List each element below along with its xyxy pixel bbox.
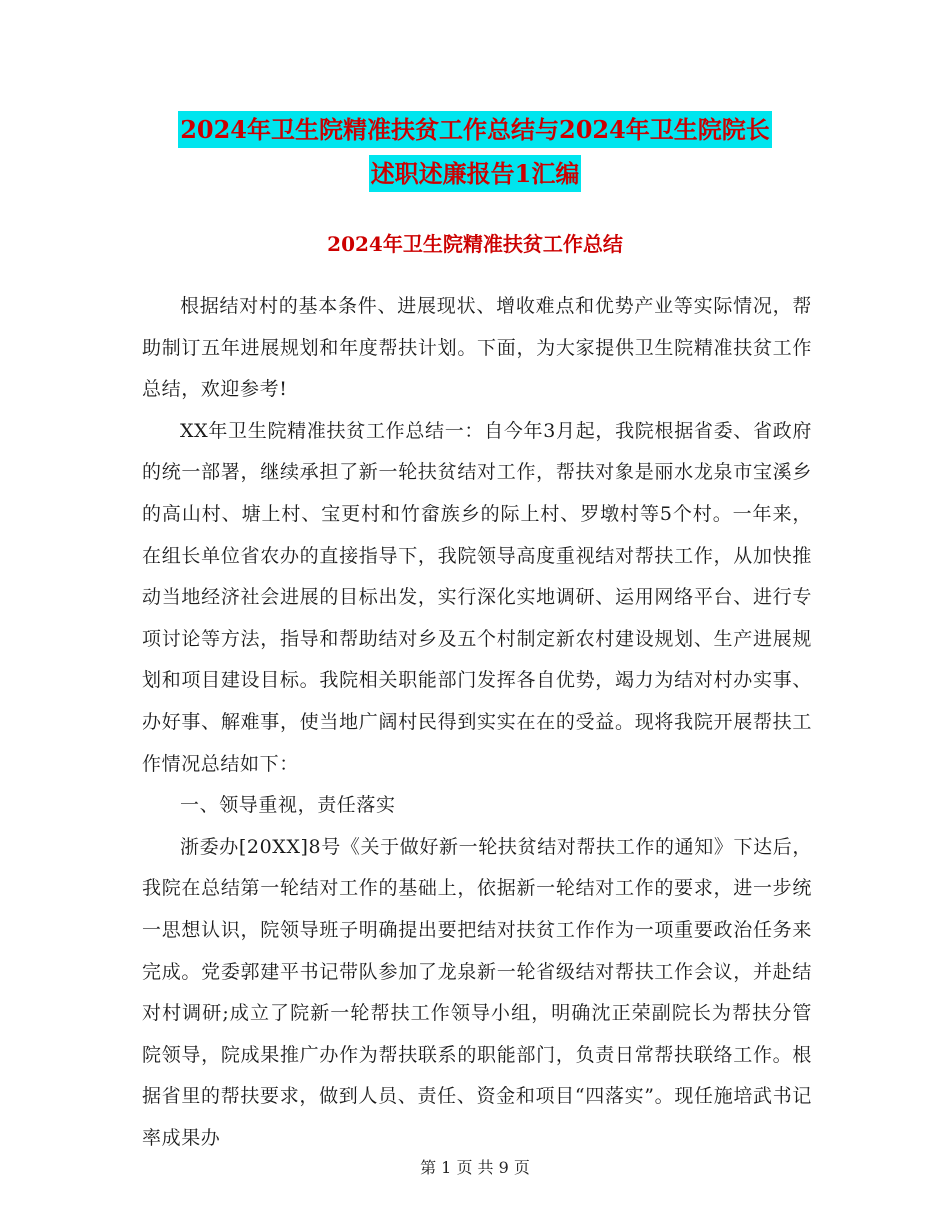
paragraph-heading-one: 一、领导重视，责任落实 <box>180 794 396 817</box>
paragraph-intro: 根据结对村的基本条件、进展现状、增收难点和优势产业等实际情况，帮助制订五年进展规划和年度帮扶计划。下面，为大家提供卫生院精准扶贫工作总结，欢迎参考! <box>142 295 812 401</box>
document-title-line-1 <box>0 115 950 144</box>
paragraph-summary-one: XX年卫生院精准扶贫工作总结一：自今年3月起，我院根据省委、省政府的统一部署，继续承担了新一轮扶贫结对工作，帮扶对象是丽水龙泉市宝溪乡的高山村、塘上村、宝更村和竹畲族乡的际上村、罗墩村等5个村。一年来，在组长单位省农办的直接指导下，我院领导高度重视结对帮扶工作，从加快推动当地经济社会进展的目标出发，实行深化实地调研、运用网络平台、进行专项讨论等方法，指导和帮助结对乡及五个村制定新农村建设规划、生产进展规划和项目建设目标。我院相关职能部门发挥各自优势，竭力为结对村办实事、办好事、解难事，使当地广阔村民得到实实在在的受益。现将我院开展帮扶工作情况总结如下： <box>142 419 812 775</box>
section-title: 2024年卫生院精准扶贫工作总结 <box>327 232 623 256</box>
document-title-line-2-text: 述职述廉报告1汇编 <box>369 155 582 192</box>
document-body <box>142 286 812 1159</box>
document-title-line-1-text: 2024年卫生院精准扶贫工作总结与2024年卫生院院长 <box>178 111 772 148</box>
document-title-line-2 <box>0 159 950 188</box>
paragraph-leadership: 浙委办[20XX]8号《关于做好新一轮扶贫结对帮扶工作的通知》下达后，我院在总结第一轮结对工作的基础上，依据新一轮结对工作的要求，进一步统一思想认识，院领导班子明确提出要把结对扶贫工作作为一项重要政治任务来完成。党委郭建平书记带队参加了龙泉新一轮省级结对帮扶工作会议，并赴结对村调研;成立了院新一轮帮扶工作领导小组，明确沈正荣副院长为帮扶分管院领导，院成果推广办作为帮扶联系的职能部门，负责日常帮扶联络工作。根据省里的帮扶要求，做到人员、责任、资金和项目“四落实”。现任施培武书记率成果办 <box>142 835 812 1149</box>
page-footer: 第 1 页 共 9 页 <box>420 1158 530 1177</box>
